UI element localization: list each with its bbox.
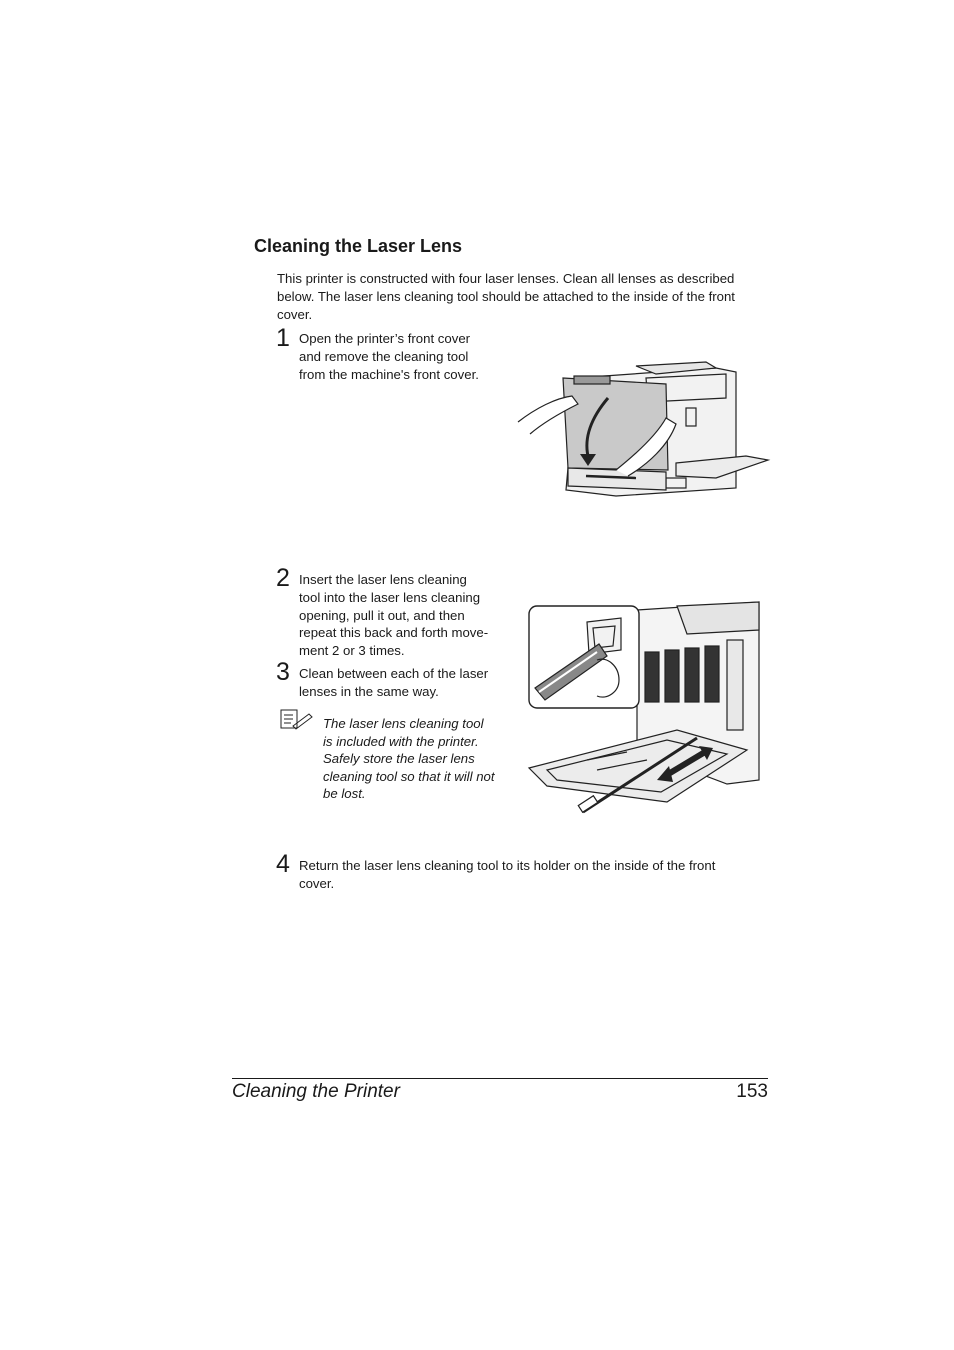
step-2-text — [299, 571, 514, 660]
note-line: cleaning tool so that it will not — [323, 768, 495, 784]
note-text — [323, 715, 518, 803]
step-1-line: from the machine's front cover. — [299, 366, 479, 382]
step-2-line: Insert the laser lens cleaning — [299, 572, 467, 587]
step-1-line: Open the printer’s front cover — [299, 331, 471, 346]
insert-cleaning-tool-illustration — [527, 600, 763, 816]
note-pencil-icon — [279, 708, 313, 730]
step-3-line: Clean between each of the laser — [299, 666, 489, 681]
step-3-number: 3 — [276, 658, 290, 686]
open-front-cover-illustration — [516, 358, 772, 500]
step-2-line: repeat this back and forth move- — [299, 625, 489, 641]
footer-rule — [232, 1078, 768, 1079]
step-4-line: Return the laser lens cleaning tool to its holder on the inside of the front — [299, 858, 716, 873]
step-4-number: 4 — [276, 850, 290, 878]
note-line: Safely store the laser lens — [323, 751, 475, 766]
footer-chapter-title: Cleaning the Printer — [232, 1081, 400, 1102]
footer-page-number: 153 — [736, 1081, 768, 1102]
note-line: is included with the printer. — [323, 733, 479, 749]
intro-paragraph: This printer is constructed with four laser lenses. Clean all lenses as described below. The laser lens cleaning tool should be attached to the inside of the front cover. — [277, 271, 735, 322]
step-2-line: ment 2 or 3 times. — [299, 643, 405, 659]
step-2-line: opening, pull it out, and then — [299, 607, 465, 623]
step-4-line: cover. — [299, 875, 335, 891]
step-2-line: tool into the laser lens cleaning — [299, 589, 481, 605]
step-3-text — [299, 665, 514, 701]
note-line: be lost. — [323, 786, 366, 801]
note-line: The laser lens cleaning tool — [323, 716, 484, 731]
step-4-text — [299, 857, 769, 893]
step-1-number: 1 — [276, 324, 290, 352]
step-3-line: lenses in the same way. — [299, 683, 439, 699]
step-2-number: 2 — [276, 564, 290, 592]
step-1-text — [299, 330, 509, 383]
section-heading: Cleaning the Laser Lens — [254, 236, 463, 256]
step-1-line: and remove the cleaning tool — [299, 348, 469, 364]
